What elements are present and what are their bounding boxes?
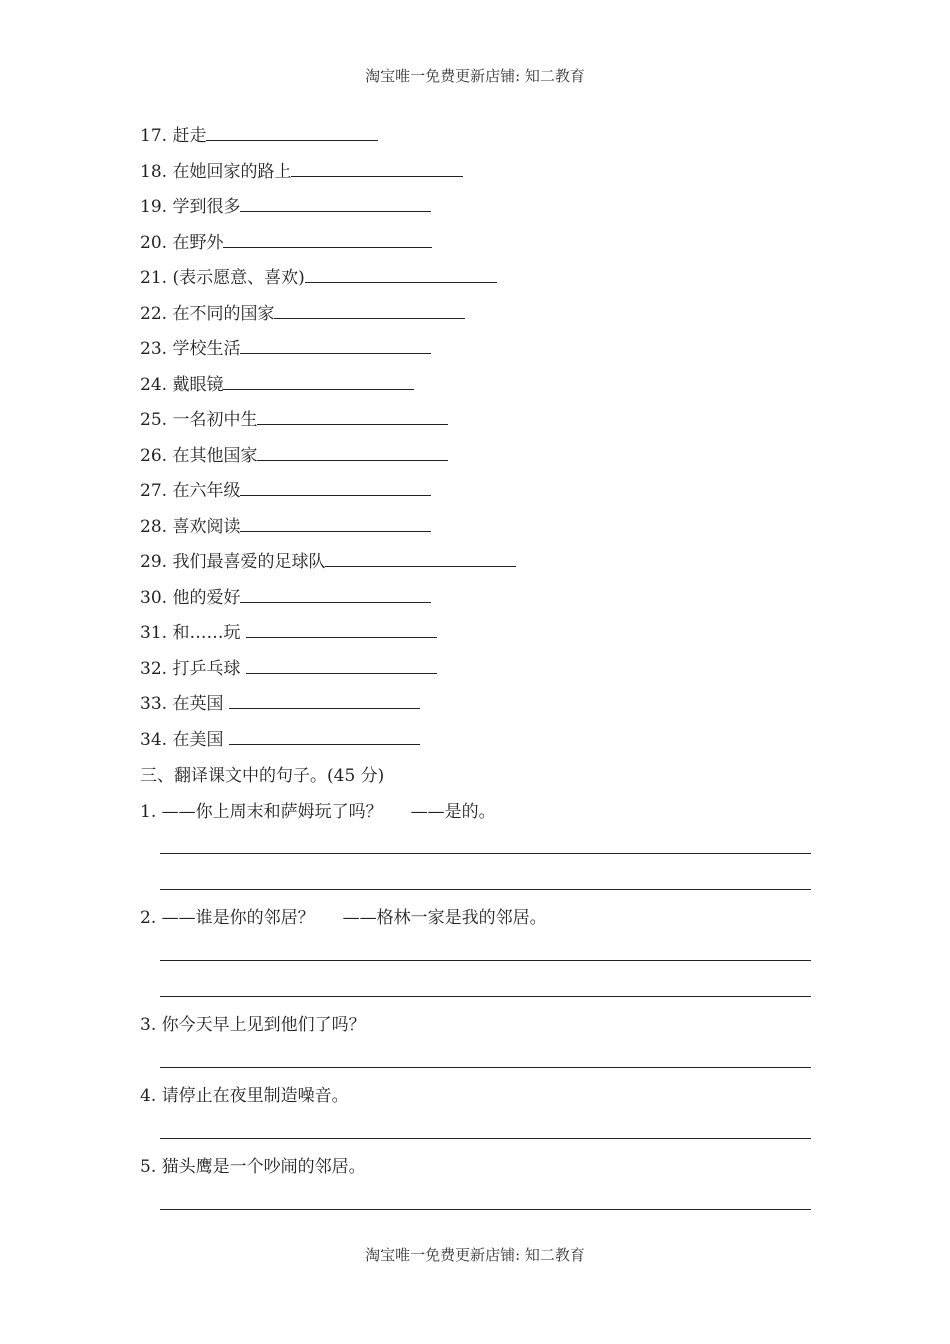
question-number: 3.: [140, 1015, 157, 1035]
question-number: 1.: [140, 802, 157, 822]
answer-blank[interactable]: [240, 195, 431, 212]
vocab-item-19: [140, 195, 516, 231]
answer-line[interactable]: [160, 1067, 811, 1068]
answer-blank[interactable]: [257, 444, 448, 461]
item-text: 戴眼镜: [172, 374, 224, 395]
answer-blank[interactable]: [246, 657, 437, 674]
answer-blank[interactable]: [291, 160, 463, 177]
vocab-item-34: [140, 728, 516, 764]
item-text: 在她回家的路上: [172, 161, 292, 182]
vocab-item-30: [140, 586, 516, 622]
vocab-item-31: [140, 621, 516, 657]
item-number: 30.: [140, 587, 168, 608]
answer-blank[interactable]: [223, 231, 432, 248]
question-5: [140, 1155, 366, 1179]
item-text: 他的爱好: [172, 587, 241, 608]
answer-blank[interactable]: [274, 302, 465, 319]
item-number: 26.: [140, 445, 168, 466]
question-number: 5.: [140, 1157, 157, 1177]
item-text: 在其他国家: [172, 445, 258, 466]
item-number: 31.: [140, 623, 168, 643]
question-number: 4.: [140, 1086, 157, 1106]
item-text: 学到很多: [172, 197, 241, 217]
item-number: 21.: [140, 268, 168, 288]
vocab-item-21: [140, 266, 516, 302]
item-number: 22.: [140, 303, 168, 324]
question-part-b: ——格林一家是我的邻居。: [342, 908, 547, 928]
question-part-a: ——谁是你的邻居？: [161, 908, 315, 928]
question-text: 猫头鹰是一个吵闹的邻居。: [161, 1157, 366, 1177]
question-1: [140, 800, 496, 824]
answer-line[interactable]: [160, 1209, 811, 1210]
vocab-item-20: [140, 231, 516, 267]
answer-line[interactable]: [160, 996, 811, 997]
page-header: 淘宝唯一免费更新店铺: 知二教育: [365, 67, 585, 85]
item-number: 25.: [140, 410, 168, 430]
answer-blank[interactable]: [246, 621, 437, 638]
vocab-item-29: [140, 550, 516, 586]
answer-blank[interactable]: [240, 337, 431, 354]
answer-blank[interactable]: [240, 479, 431, 496]
vocab-item-18: [140, 160, 516, 196]
answer-line[interactable]: [160, 1138, 811, 1139]
item-number: 32.: [140, 658, 168, 679]
question-part-a: ——你上周末和萨姆玩了吗？: [161, 802, 383, 822]
answer-blank[interactable]: [257, 408, 448, 425]
item-text: 我们最喜爱的足球队: [172, 552, 326, 572]
item-number: 24.: [140, 374, 168, 395]
item-text: 赶走: [172, 126, 207, 146]
item-text: 学校生活: [172, 339, 241, 359]
item-number: 34.: [140, 729, 168, 750]
vocab-item-23: [140, 337, 516, 373]
vocab-item-27: [140, 479, 516, 515]
answer-blank[interactable]: [229, 728, 420, 745]
item-text: 和……玩: [172, 623, 246, 643]
item-number: 19.: [140, 197, 168, 217]
question-2: [140, 906, 547, 930]
question-text: 你今天早上见到他们了吗？: [161, 1015, 366, 1035]
item-text: 打乒乓球: [172, 658, 246, 679]
answer-blank[interactable]: [223, 373, 414, 390]
item-number: 23.: [140, 339, 168, 359]
answer-blank[interactable]: [240, 586, 431, 603]
item-text: 在英国: [172, 694, 229, 714]
item-text: 在野外: [172, 232, 224, 253]
item-text: (表示愿意、喜欢): [172, 268, 305, 288]
vocab-item-33: [140, 692, 516, 728]
question-number: 2.: [140, 908, 157, 928]
vocab-item-28: [140, 515, 516, 551]
answer-blank[interactable]: [229, 692, 420, 709]
vocab-list: [140, 124, 516, 763]
question-part-b: ——是的。: [410, 802, 496, 822]
answer-line[interactable]: [160, 960, 811, 961]
page-footer: 淘宝唯一免费更新店铺: 知二教育: [365, 1246, 585, 1264]
question-3: [140, 1013, 366, 1037]
item-number: 29.: [140, 552, 168, 572]
item-text: 在六年级: [172, 481, 241, 501]
item-text: 一名初中生: [172, 410, 258, 430]
vocab-item-22: [140, 302, 516, 338]
vocab-item-25: [140, 408, 516, 444]
item-text: 在不同的国家: [172, 303, 275, 324]
question-text: 请停止在夜里制造噪音。: [161, 1086, 349, 1106]
answer-blank[interactable]: [240, 515, 431, 532]
answer-blank[interactable]: [206, 124, 378, 141]
vocab-item-17: [140, 124, 516, 160]
vocab-item-24: [140, 373, 516, 409]
item-number: 17.: [140, 126, 168, 146]
item-number: 28.: [140, 516, 168, 537]
item-number: 18.: [140, 161, 168, 182]
answer-blank[interactable]: [305, 266, 497, 283]
item-number: 27.: [140, 481, 168, 501]
answer-blank[interactable]: [325, 550, 516, 567]
item-number: 20.: [140, 232, 168, 253]
item-number: 33.: [140, 694, 168, 714]
item-text: 喜欢阅读: [172, 516, 241, 537]
vocab-item-26: [140, 444, 516, 480]
answer-line[interactable]: [160, 889, 811, 890]
answer-line[interactable]: [160, 853, 811, 854]
vocab-item-32: [140, 657, 516, 693]
item-text: 在美国: [172, 729, 229, 750]
section-title: 三、翻译课文中的句子。(45 分): [140, 766, 385, 786]
question-4: [140, 1084, 349, 1108]
